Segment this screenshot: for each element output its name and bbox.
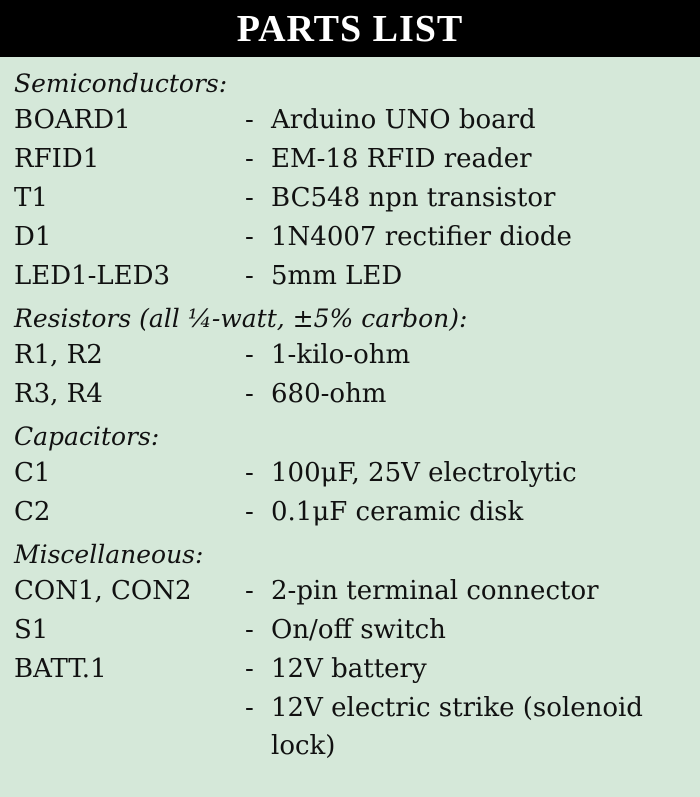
part-ref: C1 bbox=[14, 458, 51, 488]
section-resistors bbox=[14, 302, 686, 414]
part-desc: 100μF, 25V electrolytic bbox=[271, 458, 577, 488]
list-item bbox=[14, 611, 686, 650]
list-item bbox=[14, 179, 686, 218]
list-item bbox=[14, 493, 686, 532]
part-desc: 1-kilo-ohm bbox=[271, 340, 411, 370]
list-item bbox=[14, 140, 686, 179]
parts-list bbox=[0, 57, 700, 765]
part-desc: 5mm LED bbox=[271, 261, 403, 291]
part-ref: LED1-LED3 bbox=[14, 261, 171, 291]
list-item bbox=[14, 375, 686, 414]
separator: - bbox=[245, 693, 254, 723]
list-item bbox=[14, 101, 686, 140]
separator: - bbox=[245, 222, 254, 252]
part-desc: 680-ohm bbox=[271, 379, 387, 409]
part-ref: R3, R4 bbox=[14, 379, 103, 409]
separator: - bbox=[245, 379, 254, 409]
part-desc: EM-18 RFID reader bbox=[271, 144, 532, 174]
section-semiconductors bbox=[14, 67, 686, 296]
list-item bbox=[14, 336, 686, 375]
section-title: Resistors (all ¼-watt, ±5% carbon): bbox=[14, 304, 468, 333]
list-item bbox=[14, 257, 686, 296]
part-ref: D1 bbox=[14, 222, 52, 252]
part-ref bbox=[14, 689, 245, 765]
separator: - bbox=[245, 105, 254, 135]
separator: - bbox=[245, 261, 254, 291]
part-desc: 12V battery bbox=[271, 654, 427, 684]
part-desc: 2-pin terminal connector bbox=[271, 576, 599, 606]
part-ref: BOARD1 bbox=[14, 105, 131, 135]
section-miscellaneous bbox=[14, 538, 686, 765]
part-ref: RFID1 bbox=[14, 144, 100, 174]
separator: - bbox=[245, 576, 254, 606]
separator: - bbox=[245, 615, 254, 645]
part-desc: 0.1μF ceramic disk bbox=[271, 497, 524, 527]
section-title: Semiconductors: bbox=[14, 69, 228, 98]
section-capacitors bbox=[14, 420, 686, 532]
part-ref: C2 bbox=[14, 497, 51, 527]
separator: - bbox=[245, 497, 254, 527]
part-ref: S1 bbox=[14, 615, 49, 645]
part-desc: BC548 npn transistor bbox=[271, 183, 556, 213]
list-item bbox=[14, 572, 686, 611]
part-desc: 12V electric strike (solenoid lock) bbox=[271, 693, 643, 761]
list-item bbox=[14, 454, 686, 493]
separator: - bbox=[245, 340, 254, 370]
part-ref: CON1, CON2 bbox=[14, 576, 192, 606]
section-title: Capacitors: bbox=[14, 422, 160, 451]
list-item bbox=[14, 650, 686, 689]
part-ref: BATT.1 bbox=[14, 654, 107, 684]
part-desc: On/off switch bbox=[271, 615, 446, 645]
part-desc: Arduino UNO board bbox=[271, 105, 536, 135]
part-ref: R1, R2 bbox=[14, 340, 103, 370]
separator: - bbox=[245, 458, 254, 488]
part-ref: T1 bbox=[14, 183, 48, 213]
separator: - bbox=[245, 183, 254, 213]
list-item bbox=[14, 218, 686, 257]
section-title: Miscellaneous: bbox=[14, 540, 204, 569]
list-item bbox=[14, 689, 686, 765]
part-desc: 1N4007 rectifier diode bbox=[271, 222, 572, 252]
header-bar bbox=[0, 0, 700, 57]
separator: - bbox=[245, 654, 254, 684]
page-title: PARTS LIST bbox=[236, 7, 464, 50]
separator: - bbox=[245, 144, 254, 174]
